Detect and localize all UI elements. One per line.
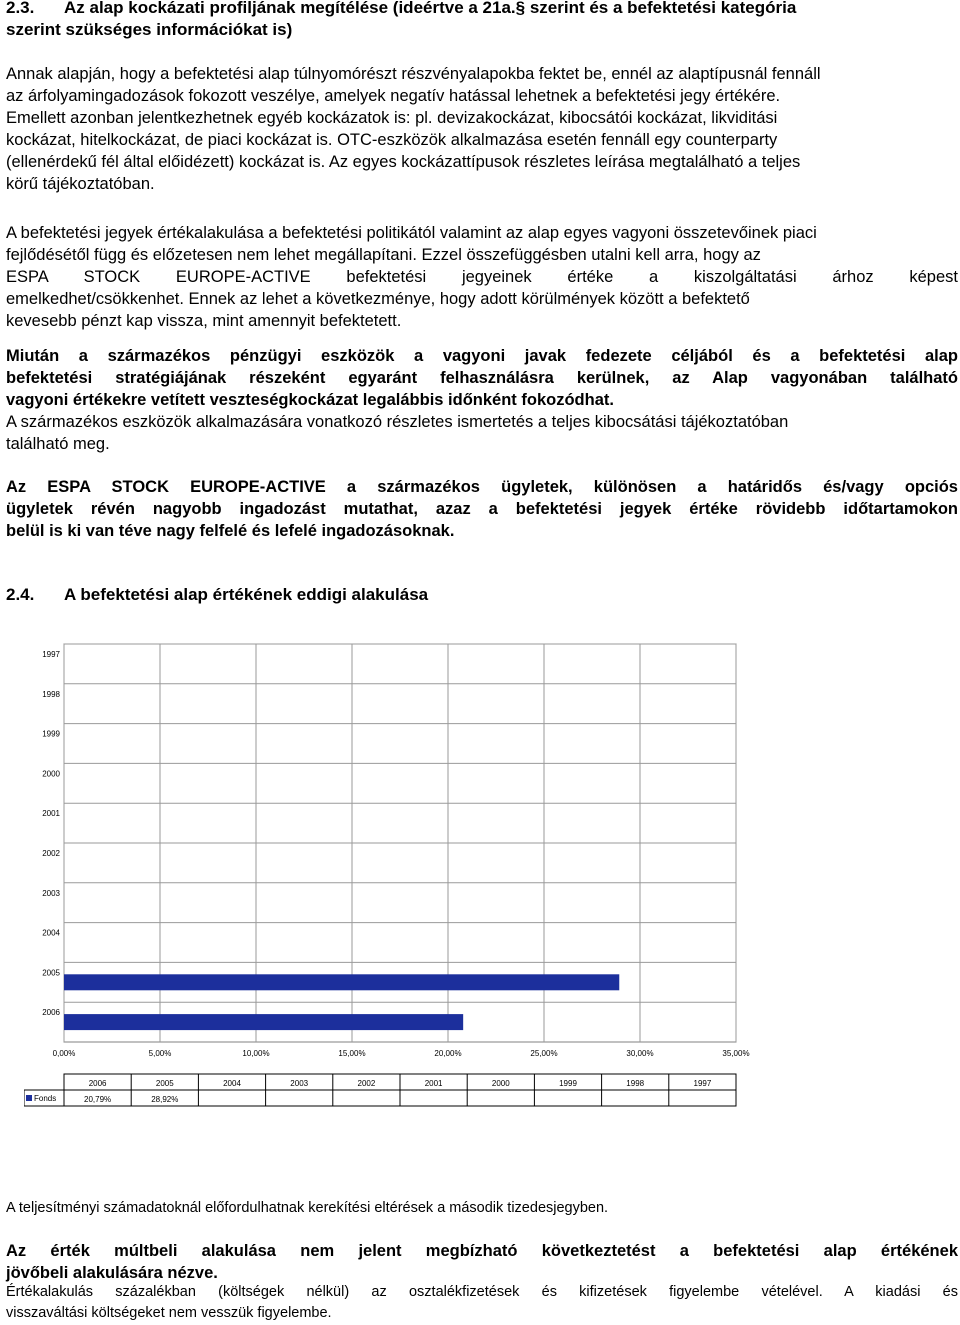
y-tick-label: 1997 [42,650,60,659]
legend-swatch [26,1095,32,1101]
y-tick-label: 2003 [42,888,60,898]
x-tick-label: 10,00% [242,1049,270,1058]
text-line: Annak alapján, hogy a befektetési alap túlnyomórészt részvényalapokba fektet be, ennél az alaptípusnál fennáll [6,65,821,83]
x-tick-label: 0,00% [52,1049,76,1058]
data-table-header: 1997 [693,1079,712,1088]
text-line: belül is ki van téve nagy felfelé és lefelé ingadozásoknak. [6,522,455,540]
data-table-header: 2003 [290,1079,309,1088]
data-table-header: 2006 [88,1079,107,1088]
text-line: körű tájékoztatóban. [6,175,155,193]
y-tick-label: 2004 [42,928,60,938]
section-title: Az alap kockázati profiljának megítélése (ideértve a 21a.§ szerint és a befektetési kategória [64,0,797,17]
y-tick-label: 1998 [42,689,60,699]
data-table-header: 2004 [223,1079,241,1088]
section-title-continued: szerint szükséges információkat is) [6,20,293,39]
x-tick-label: 15,00% [338,1049,366,1058]
risk-paragraph [6,63,958,195]
section-title: A befektetési alap értékének eddigi alakulása [64,585,429,604]
text-line: kevesebb pénzt kap vissza, mint amennyit befektetett. [6,312,402,330]
x-tick-label: 25,00% [530,1049,558,1058]
data-table-value: 20,79% [84,1095,112,1104]
volatility-paragraph [6,476,958,542]
y-tick-label: 2001 [42,809,60,819]
derivatives-paragraph [6,345,958,455]
text-line: (ellenérdekű fél által előidézett) kockázat is. Az egyes kockázattípusok részletes leírása megtalálható a teljes [6,153,801,171]
data-table-header: 2005 [155,1079,174,1088]
text-line: jövőbeli alakulására nézve. [6,1264,218,1282]
data-table-header: 2002 [357,1079,376,1088]
rounding-footnote: A teljesítményi számadatoknál előfordulhatnak kerekítési eltérések a második tizedesjegyben. [6,1200,609,1216]
text-line: Az ESPA STOCK EUROPE-ACTIVE a származékos ügyletek, különösen a határidős és/vagy opciós [6,478,958,496]
y-tick-label: 2000 [42,769,60,779]
chart-canvas [24,606,758,1118]
past-performance-disclaimer [6,1240,958,1284]
text-line: emelkedhet/csökkenhet. Ennek az lehet a következménye, hogy adott körülmények között a befektető [6,290,750,308]
y-tick-label: 2005 [42,968,60,978]
text-line: kockázat, hitelkockázat, de piaci kockázat is. OTC-eszközök alkalmazása esetén fennáll egy counterparty [6,131,778,149]
text-line: A származékos eszközök alkalmazására vonatkozó részletes ismertetés a teljes kibocsátási tájékoztatóban [6,413,789,431]
text-line: vagyoni értékekre vetített veszteségkockázat legalábbis időnként fokozódhat. [6,391,614,409]
text-line: A befektetési jegyek értékalakulása a befektetési politikától valamint az alap egyes vagyoni összetevőinek piaci [6,224,817,242]
x-tick-label: 30,00% [626,1049,654,1058]
data-table-header: 2000 [491,1079,510,1088]
performance-chart [24,606,758,1118]
x-tick-label: 20,00% [434,1049,462,1058]
text-line: Emellett azonban jelentkezhetnek egyéb kockázatok is: pl. devizakockázat, kibocsátói kockázat, likviditási [6,109,778,127]
data-table-header: 1998 [626,1079,645,1088]
text-line: Értékalakulás százalékban (költségek nélkül) az osztalékfizetések és kifizetések figyelembe vételével. A kiadási és [6,1284,958,1300]
cost-note [6,1282,958,1324]
x-tick-label: 35,00% [722,1049,750,1058]
text-line: visszaváltási költségeket nem vesszük figyelembe. [6,1305,332,1321]
data-table-value: 28,92% [151,1095,179,1104]
text-line: ESPA STOCK EUROPE-ACTIVE befektetési jegyeinek értéke a kiszolgáltatási árhoz képest [6,268,958,286]
data-table-header: 2001 [424,1079,443,1088]
y-tick-label: 2006 [42,1008,60,1018]
x-tick-label: 5,00% [148,1049,172,1058]
section-number: 2.4. [6,585,35,604]
bar-2005 [64,974,619,990]
section-number: 2.3. [6,0,35,17]
section-2-3-heading [6,0,954,41]
legend-label: Fonds [34,1094,57,1103]
section-2-4-heading [6,584,954,606]
value-paragraph [6,222,958,332]
text-line: Az érték múltbeli alakulása nem jelent megbízható következtetést a befektetési alap értékének [6,1242,958,1260]
text-line: ügyletek révén nagyobb ingadozást mutathat, azaz a befektetési jegyek értéke rövidebb időtartamokon [6,500,958,518]
bar-2006 [64,1014,463,1030]
y-tick-label: 2002 [42,849,60,858]
text-line: Miután a származékos pénzügyi eszközök a vagyoni javak fedezete céljából és a befektetési alap [6,347,958,365]
text-line: található meg. [6,435,110,453]
text-line: fejlődésétől függ és előzetesen nem lehet megállapítani. Ezzel összefüggésben utalni kell arra, hogy az [6,246,761,264]
text-line: befektetési stratégiájának részeként egyaránt felhasználásra kerülnek, az Alap vagyonában található [6,369,958,387]
y-tick-label: 1999 [42,729,60,739]
text-line: az árfolyamingadozások fokozott veszélye, amelyek negatív hatással lehetnek a befektetési jegy értékére. [6,87,781,105]
data-table-header: 1999 [559,1079,577,1088]
